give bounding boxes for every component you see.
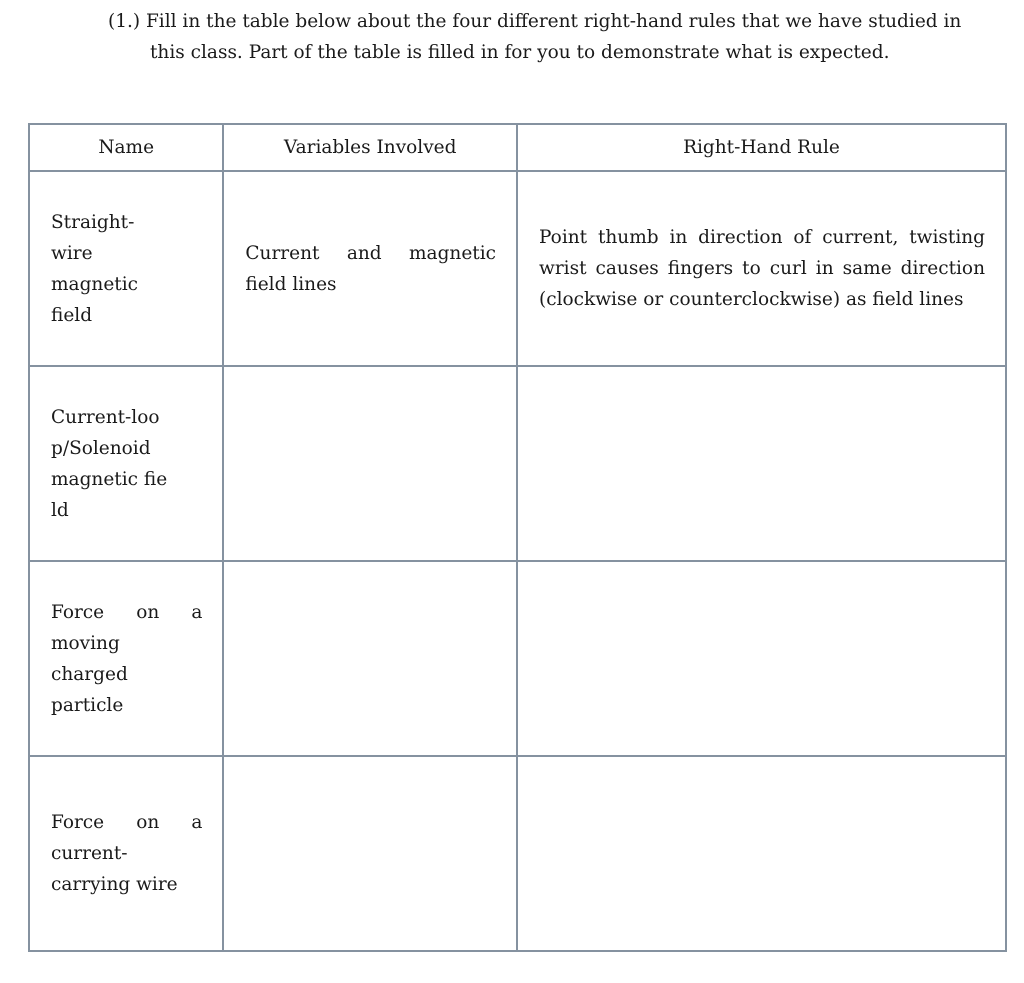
name-cell bbox=[29, 756, 223, 951]
table-row-current-wire bbox=[29, 756, 1006, 951]
rule-cell-empty[interactable] bbox=[517, 756, 1006, 951]
name-cell bbox=[29, 171, 223, 366]
name-cell bbox=[29, 561, 223, 756]
table-row-moving-charge bbox=[29, 561, 1006, 756]
header-variables: Variables Involved bbox=[223, 124, 517, 171]
header-rule: Right-Hand Rule bbox=[517, 124, 1006, 171]
header-name: Name bbox=[29, 124, 223, 171]
table-row-solenoid bbox=[29, 366, 1006, 561]
rule-cell bbox=[517, 171, 1006, 366]
variables-cell bbox=[223, 171, 517, 366]
variables-cell-empty[interactable] bbox=[223, 366, 517, 561]
name-text: Force on a current-carrying wire bbox=[51, 812, 203, 895]
question-line-1: (1.) Fill in the table below about the four different right-hand rules that we have studied in bbox=[108, 11, 962, 32]
name-text: Current-loop/Solenoid magnetic field bbox=[51, 406, 168, 521]
right-hand-rules-table bbox=[28, 123, 1007, 952]
name-text: Straight-wire magnetic field bbox=[51, 211, 138, 326]
rule-cell-empty[interactable] bbox=[517, 366, 1006, 561]
variables-cell-empty[interactable] bbox=[223, 756, 517, 951]
table-header-row bbox=[29, 124, 1006, 171]
question-line-2: this class. Part of the table is filled in for you to demonstrate what is expected. bbox=[150, 42, 890, 63]
rule-cell-empty[interactable] bbox=[517, 561, 1006, 756]
table-row-straight-wire bbox=[29, 171, 1006, 366]
name-cell bbox=[29, 366, 223, 561]
name-text: Force on a moving charged particle bbox=[51, 601, 203, 716]
question-prompt bbox=[108, 6, 988, 68]
rule-text: Point thumb in direction of current, twisting wrist causes fingers to curl in same direction (clockwise or counterclockwise) as field lines bbox=[538, 227, 985, 310]
variables-cell-empty[interactable] bbox=[223, 561, 517, 756]
variables-text: Current and magnetic field lines bbox=[245, 242, 496, 295]
